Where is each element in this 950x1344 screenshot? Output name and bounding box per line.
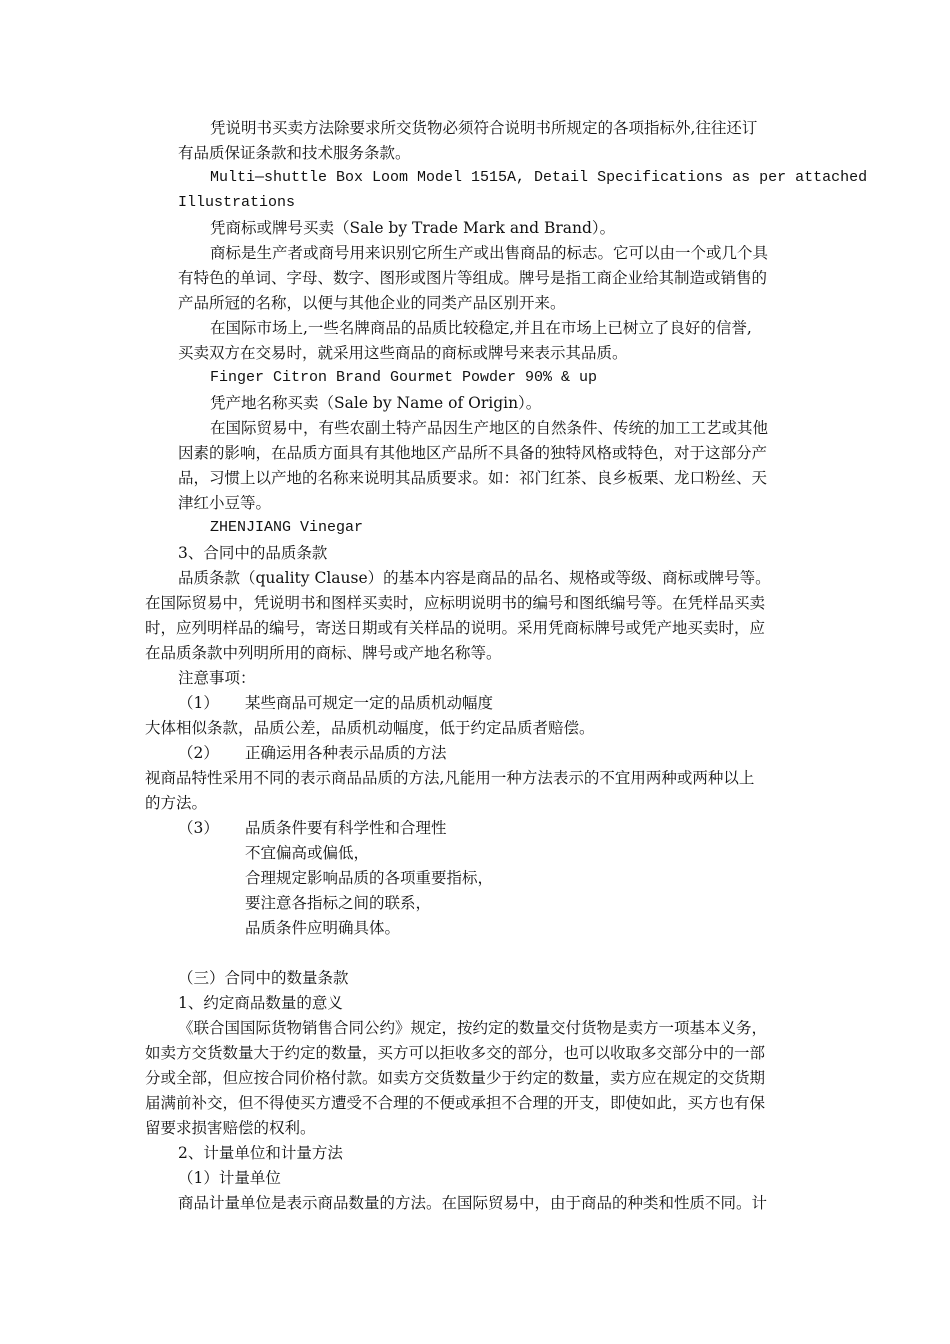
subheading: 注意事项： bbox=[178, 669, 256, 687]
paragraph-line: 届满前补交，但不得使买方遭受不合理的不便或承担不合理的开支，即使如此，买方也有保 bbox=[145, 1094, 766, 1112]
sub-list-line: 要注意各指标之间的联系， bbox=[245, 894, 432, 912]
paragraph-line: 品质条款（quality Clause）的基本内容是商品的品名、规格或等级、商标或牌号等。 bbox=[178, 569, 771, 587]
paragraph-line: 产品所冠的名称，以便与其他企业的同类产品区别开来。 bbox=[178, 294, 566, 312]
list-item-title: 正确运用各种表示品质的方法 bbox=[245, 744, 447, 762]
section-heading: （三）合同中的数量条款 bbox=[178, 969, 349, 987]
subheading: （1）计量单位 bbox=[178, 1169, 281, 1187]
paragraph-line: 商标是生产者或商号用来识别它所生产或出售商品的标志。它可以由一个或几个具 bbox=[210, 244, 769, 262]
list-item-number: （2） bbox=[178, 744, 219, 762]
paragraph-line: 凭商标或牌号买卖（Sale by Trade Mark and Brand）。 bbox=[210, 219, 616, 237]
paragraph-line: 有品质保证条款和技术服务条款。 bbox=[178, 144, 411, 162]
paragraph-line: 大体相似条款，品质公差，品质机动幅度，低于约定品质者赔偿。 bbox=[145, 719, 595, 737]
paragraph-line: 品，习惯上以产地的名称来说明其品质要求。如：祁门红茶、良乡板栗、龙口粉丝、天 bbox=[178, 469, 768, 487]
sub-list-line: 合理规定影响品质的各项重要指标， bbox=[245, 869, 494, 887]
paragraph-line: 凭产地名称买卖（Sale by Name of Origin）。 bbox=[210, 394, 542, 412]
paragraph-line: 在国际市场上,一些名牌商品的品质比较稳定,并且在市场上已树立了良好的信誉, bbox=[210, 319, 752, 337]
paragraph-line: 因素的影响，在品质方面具有其他地区产品所不具备的独特风格或特色，对于这部分产 bbox=[178, 444, 768, 462]
paragraph-line: 视商品特性采用不同的表示商品品质的方法,凡能用一种方法表示的不宜用两种或两种以上 bbox=[145, 769, 755, 787]
paragraph-line: 在品质条款中列明所用的商标、牌号或产地名称等。 bbox=[145, 644, 502, 662]
paragraph-line: 有特色的单词、字母、数字、图形或图片等组成。牌号是指工商企业给其制造或销售的 bbox=[178, 269, 768, 287]
paragraph-line: Finger Citron Brand Gourmet Powder 90% & up bbox=[210, 369, 598, 386]
paragraph-line: 津红小豆等。 bbox=[178, 494, 272, 512]
paragraph-line: ZHENJIANG Vinegar bbox=[210, 519, 364, 536]
paragraph-line: 在国际贸易中，凭说明书和图样买卖时，应标明说明书的编号和图纸编号等。在凭样品买卖 bbox=[145, 594, 766, 612]
paragraph-line: 时，应列明样品的编号，寄送日期或有关样品的说明。采用凭商标牌号或凭产地买卖时，应 bbox=[145, 619, 766, 637]
paragraph-line: 分或全部，但应按合同价格付款。如卖方交货数量少于约定的数量，卖方应在规定的交货期 bbox=[145, 1069, 766, 1087]
paragraph-line: 如卖方交货数量大于约定的数量，买方可以拒收多交的部分，也可以收取多交部分中的一部 bbox=[145, 1044, 766, 1062]
paragraph-line: Multi—shuttle Box Loom Model 1515A, Detail Specifications as per attached bbox=[210, 169, 868, 186]
list-item-title: 品质条件要有科学性和合理性 bbox=[245, 819, 447, 837]
list-item-title: 某些商品可规定一定的品质机动幅度 bbox=[245, 694, 494, 712]
paragraph-line: 买卖双方在交易时，就采用这些商品的商标或牌号来表示其品质。 bbox=[178, 344, 628, 362]
paragraph-line: Illustrations bbox=[178, 194, 296, 211]
list-item-number: （1） bbox=[178, 694, 219, 712]
paragraph-line: 的方法。 bbox=[145, 794, 208, 812]
section-heading: 1、约定商品数量的意义 bbox=[178, 994, 343, 1012]
paragraph-line: 《联合国国际货物销售合同公约》规定，按约定的数量交付货物是卖方一项基本义务， bbox=[178, 1019, 768, 1037]
sub-list-line: 不宜偏高或偏低， bbox=[245, 844, 370, 862]
paragraph-line: 留要求损害赔偿的权利。 bbox=[145, 1119, 316, 1137]
paragraph-line: 商品计量单位是表示商品数量的方法。在国际贸易中，由于商品的种类和性质不同。计 bbox=[178, 1194, 768, 1212]
paragraph-line: 在国际贸易中，有些农副土特产品因生产地区的自然条件、传统的加工工艺或其他 bbox=[210, 419, 769, 437]
section-heading: 3、合同中的品质条款 bbox=[178, 544, 328, 562]
section-heading: 2、计量单位和计量方法 bbox=[178, 1144, 343, 1162]
list-item-number: （3） bbox=[178, 819, 219, 837]
paragraph-line: 凭说明书买卖方法除要求所交货物必须符合说明书所规定的各项指标外,往往还订 bbox=[210, 119, 758, 137]
sub-list-line: 品质条件应明确具体。 bbox=[245, 919, 401, 937]
